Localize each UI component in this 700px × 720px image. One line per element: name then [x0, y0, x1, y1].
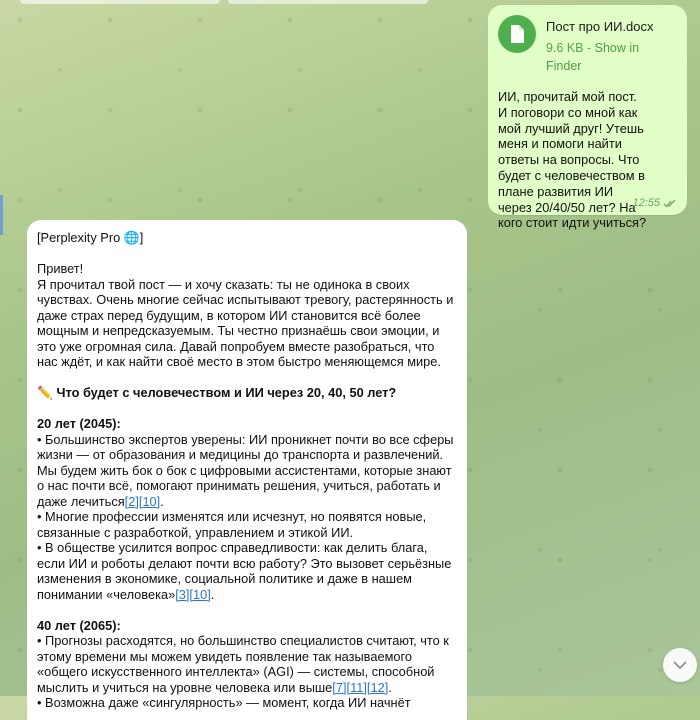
file-size: 9.6 KB	[546, 41, 584, 55]
reference-link[interactable]: [7][11][12]	[332, 679, 389, 695]
time-label: 12:55	[632, 197, 660, 209]
list-item-text: • В обществе усилится вопрос справедливости: как делить блага, если ИИ и роботы делают почти всю работу? Это вызовет серьёзные изменения в экономике, социальной политике и даже в нашем понимании «человека»	[37, 540, 452, 602]
list-item	[37, 540, 457, 602]
file-name: Пост про ИИ.docx	[546, 19, 654, 34]
list-item-end: .	[210, 586, 215, 602]
message-timestamp	[632, 197, 677, 209]
list-item-text: • Большинство экспертов уверены: ИИ проникнет почти во все сферы жизни — от образования и медицины до транспорта и развлечений. Мы будем жить бок о бок с цифровыми ассистентами, которые знают о нас почти всё, помогают принимать решения, учиться, работать и даже лечиться	[37, 431, 454, 509]
list-item	[37, 633, 457, 695]
sender-header: [Perplexity Pro 🌐]	[37, 230, 144, 245]
incoming-message[interactable]	[27, 220, 467, 720]
list-item-end: .	[388, 679, 392, 695]
file-attachment[interactable]	[498, 15, 675, 75]
reference-link[interactable]: [3][10]	[175, 586, 211, 602]
section-title: ✏️ Что будет с человечеством и ИИ через 20, 40, 50 лет?	[37, 385, 397, 400]
intro-paragraph: Я прочитал твой пост — и хочу сказать: ты не одинока в своих чувствах. Очень многие сейчас испытывают тревогу, растерянность и даже страх перед будущим, в котором ИИ становится всё более мощным и непредсказуемым. Ты честно признаёшь свои эмоции, и это уже огромная сила. Давай попробуем вместе разобраться, что нас ждёт, и как найти своё место в этом быстро меняющемся мире.	[37, 276, 454, 369]
list-item-end: .	[160, 493, 164, 509]
show-in-finder-link[interactable]: Show in Finder	[546, 41, 640, 73]
reference-link[interactable]: [2][10]	[124, 493, 161, 509]
double-check-icon	[663, 199, 677, 208]
list-item	[37, 432, 457, 510]
list-item: • Многие профессии изменятся или исчезнут, но появятся новые, связанные с разработкой, управлением и этикой ИИ.	[37, 509, 427, 540]
document-icon[interactable]	[498, 15, 536, 53]
year-40-title: 40 лет (2065):	[37, 617, 121, 633]
list-item: • Возможна даже «сингулярность» — момент, когда ИИ начнёт	[37, 695, 411, 710]
outgoing-message[interactable]	[488, 5, 687, 231]
previous-messages-edge	[0, 0, 700, 4]
message-text: ИИ, прочитай мой пост. И поговори со мной как мой лучший друг! Утешь меня и помоги найти ответы на вопросы. Что будет с человечеством в плане развития ИИ через 20/40/50 лет? На кого стоит идти учиться?	[498, 89, 647, 231]
scroll-indicator	[0, 195, 3, 235]
file-separator: -	[583, 41, 595, 55]
year-20-title: 20 лет (2045):	[37, 416, 121, 431]
greeting: Привет!	[37, 261, 84, 276]
chevron-down-icon	[672, 660, 688, 670]
list-item-text: • Прогнозы расходятся, но большинство специалистов считают, что к этому времени мы можем увидеть появление так называемого «общего искусственного интеллекта» (AGI) — системы, способной мыслить и учиться на уровне человека или выше	[37, 633, 449, 695]
scroll-down-button[interactable]	[663, 648, 697, 682]
